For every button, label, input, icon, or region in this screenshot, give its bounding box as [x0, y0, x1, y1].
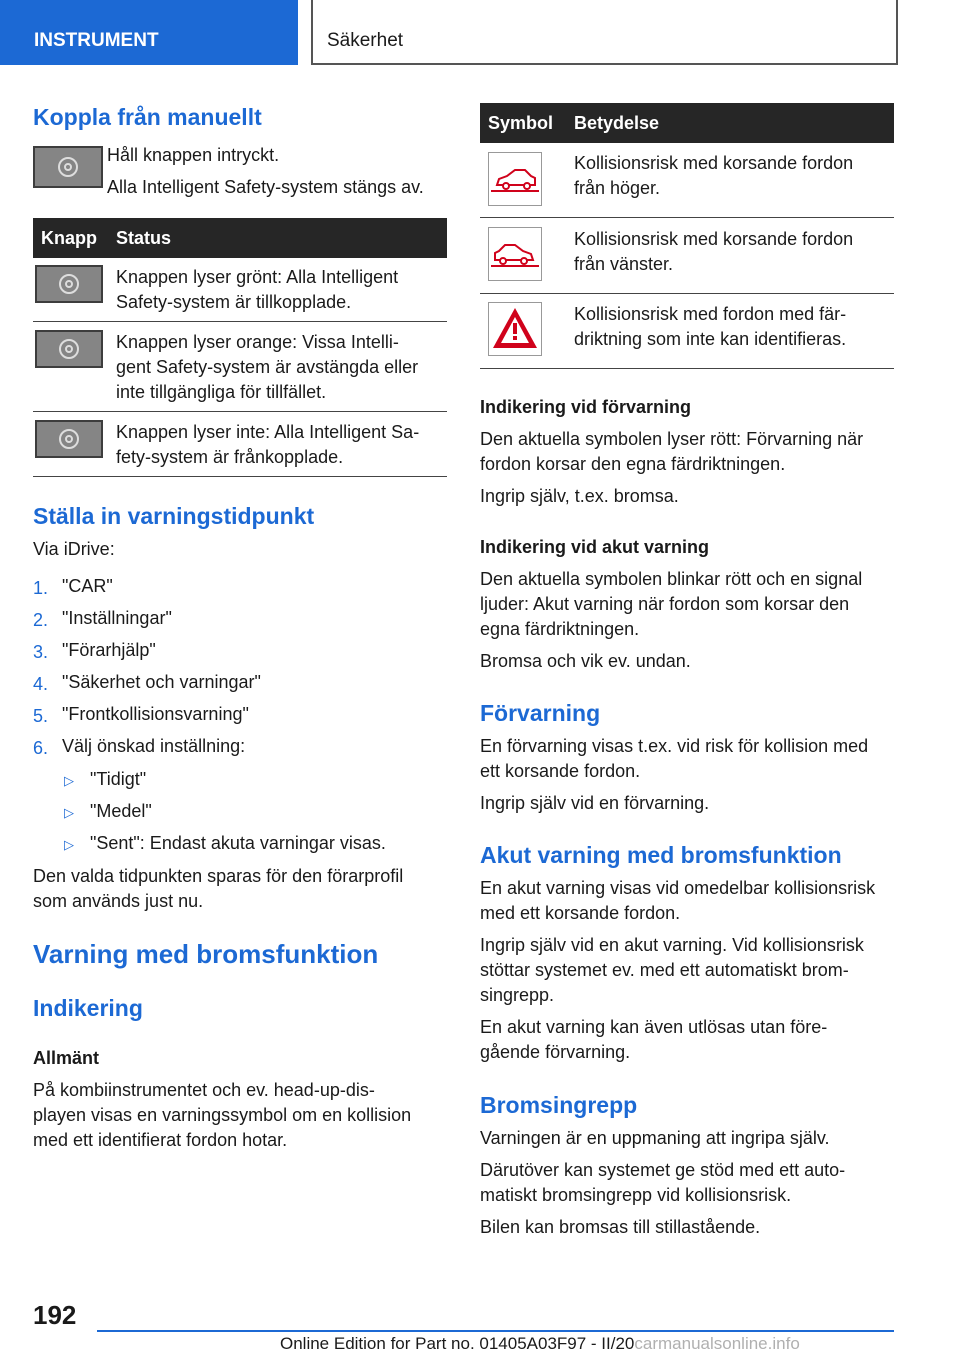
substep-2: "Medel"	[90, 801, 152, 821]
brake-title: Varning med bromsfunktion	[33, 939, 379, 969]
sym-row-2a: Kollisionsrisk med korsande fordon	[574, 229, 854, 249]
forv-line-3: Ingrip själv vid en förvarning.	[480, 793, 710, 813]
akut-line-3: Ingrip själv vid en akut varning. Vid kollisionsrisk	[480, 935, 864, 955]
akut-line-5: singrepp.	[480, 985, 555, 1005]
sym-row-3a: Kollisionsrisk med fordon med fär-	[574, 304, 847, 324]
step-5: "Frontkollisionsvarning"	[62, 704, 249, 724]
akut-line-1: En akut varning visas vid omedelbar kollisionsrisk	[480, 878, 876, 898]
forv-title: Förvarning	[480, 700, 601, 726]
divider	[480, 368, 894, 369]
status-row-2c: inte tillgängliga för tillfället.	[116, 382, 327, 402]
divider	[33, 476, 447, 477]
watermark[interactable]: carmanualsonline.info	[634, 1334, 800, 1353]
manual-line-1: Håll knappen intryckt.	[107, 145, 280, 165]
acute-line-4: Bromsa och vik ev. undan.	[480, 651, 691, 671]
safety-button-off-icon	[35, 420, 103, 458]
akut-line-7: gående förvarning.	[480, 1042, 631, 1062]
divider	[480, 293, 894, 294]
safety-button-green-icon	[35, 265, 103, 303]
safety-button-orange-icon	[35, 330, 103, 368]
step-2: "Inställningar"	[62, 608, 172, 628]
chapter-header	[311, 0, 898, 65]
status-row-1b: Safety-system är tillkopplade.	[116, 292, 352, 312]
step-num-2: 2.	[33, 610, 49, 630]
triangle-bullet-icon: ▷	[64, 805, 74, 820]
acute-line-1: Den aktuella symbolen blinkar rött och en signal	[480, 569, 863, 589]
substep-3: "Sent": Endast akuta varningar visas.	[90, 833, 386, 853]
brems-line-1: Varningen är en uppmaning att ingripa själv.	[480, 1128, 830, 1148]
forv-line-2: ett korsande fordon.	[480, 761, 641, 781]
acute-line-3: egna färdriktningen.	[480, 619, 640, 639]
section-label: INSTRUMENT	[34, 30, 159, 51]
chapter-label: Säkerhet	[327, 30, 404, 51]
step-1: "CAR"	[62, 576, 113, 596]
akut-line-6: En akut varning kan även utlösas utan före-	[480, 1017, 828, 1037]
col-knapp: Knapp	[41, 228, 97, 248]
button-table-header	[33, 218, 447, 258]
status-row-1a: Knappen lyser grönt: Alla Intelligent	[116, 267, 399, 287]
step-4: "Säkerhet och varningar"	[62, 672, 261, 692]
general-line-3: med ett identifierat fordon hotar.	[33, 1130, 288, 1150]
pre-line-3: Ingrip själv, t.ex. bromsa.	[480, 486, 679, 506]
pre-line-1: Den aktuella symbolen lyser rött: Förvarning när	[480, 429, 864, 449]
status-row-2b: gent Safety-system är avstängda eller	[116, 357, 419, 377]
brems-line-4: Bilen kan bromsas till stillastående.	[480, 1217, 761, 1237]
akut-line-4: stöttar systemet ev. med ett automatiskt brom-	[480, 960, 849, 980]
section-tab[interactable]	[0, 0, 298, 65]
acute-line-2: ljuder: Akut varning när fordon som korsar den	[480, 594, 850, 614]
col-symbol: Symbol	[488, 113, 554, 133]
akut-title: Akut varning med bromsfunktion	[480, 842, 842, 868]
warning-triangle-icon	[488, 302, 542, 356]
triangle-bullet-icon: ▷	[64, 837, 74, 852]
step-num-1: 1.	[33, 578, 49, 598]
symbol-table-header	[480, 103, 894, 143]
sym-row-3b: driktning som inte kan identifieras.	[574, 329, 847, 349]
col-status: Status	[116, 228, 172, 248]
substep-1: "Tidigt"	[90, 769, 147, 789]
car-from-left-icon	[488, 227, 542, 281]
safety-button-icon	[33, 146, 103, 188]
akut-line-2: med ett korsande fordon.	[480, 903, 681, 923]
acute-title: Indikering vid akut varning	[480, 537, 710, 557]
page-number: 192	[33, 1300, 77, 1330]
forv-line-1: En förvarning visas t.ex. vid risk för kollision med	[480, 736, 869, 756]
general-line-2: playen visas en varningssymbol om en kollision	[33, 1105, 412, 1125]
step-6: Välj önskad inställning:	[62, 736, 246, 756]
footer-rule	[97, 1330, 894, 1332]
edition-text: Online Edition for Part no. 01405A03F97 - II/20	[280, 1334, 635, 1353]
divider	[480, 217, 894, 218]
divider	[33, 321, 447, 322]
col-betydelse: Betydelse	[574, 113, 660, 133]
sym-row-1b: från höger.	[574, 178, 661, 198]
sym-row-2b: från vänster.	[574, 254, 674, 274]
triangle-bullet-icon: ▷	[64, 773, 74, 788]
saved-line-1: Den valda tidpunkten sparas för den förarprofil	[33, 866, 404, 886]
saved-line-2: som används just nu.	[33, 891, 204, 911]
general-line-1: På kombiinstrumentet och ev. head-up-dis-	[33, 1080, 375, 1100]
status-row-3a: Knappen lyser inte: Alla Intelligent Sa-	[116, 422, 420, 442]
pre-line-2: fordon korsar den egna färdriktningen.	[480, 454, 786, 474]
brems-line-2: Därutöver kan systemet ge stöd med ett auto-	[480, 1160, 846, 1180]
step-num-4: 4.	[33, 674, 49, 694]
manual-line-2: Alla Intelligent Safety-system stängs av.	[107, 177, 424, 197]
brems-title: Bromsingrepp	[480, 1092, 638, 1118]
pre-title: Indikering vid förvarning	[480, 397, 692, 417]
sym-row-1a: Kollisionsrisk med korsande fordon	[574, 153, 854, 173]
ind-title: Indikering	[33, 995, 143, 1021]
via-text: Via iDrive:	[33, 539, 115, 559]
general-title: Allmänt	[33, 1048, 100, 1068]
brems-line-3: matiskt bromsingrepp vid kollisionsrisk.	[480, 1185, 792, 1205]
car-from-right-icon	[488, 152, 542, 206]
divider	[33, 411, 447, 412]
step-num-5: 5.	[33, 706, 49, 726]
status-row-2a: Knappen lyser orange: Vissa Intelli-	[116, 332, 399, 352]
step-num-3: 3.	[33, 642, 49, 662]
step-3: "Förarhjälp"	[62, 640, 156, 660]
manual-title: Koppla från manuellt	[33, 104, 262, 130]
step-num-6: 6.	[33, 738, 49, 758]
warn-title: Ställa in varningstidpunkt	[33, 503, 315, 529]
footer-edition	[280, 1334, 800, 1354]
status-row-3b: fety-system är frånkopplade.	[116, 447, 344, 467]
